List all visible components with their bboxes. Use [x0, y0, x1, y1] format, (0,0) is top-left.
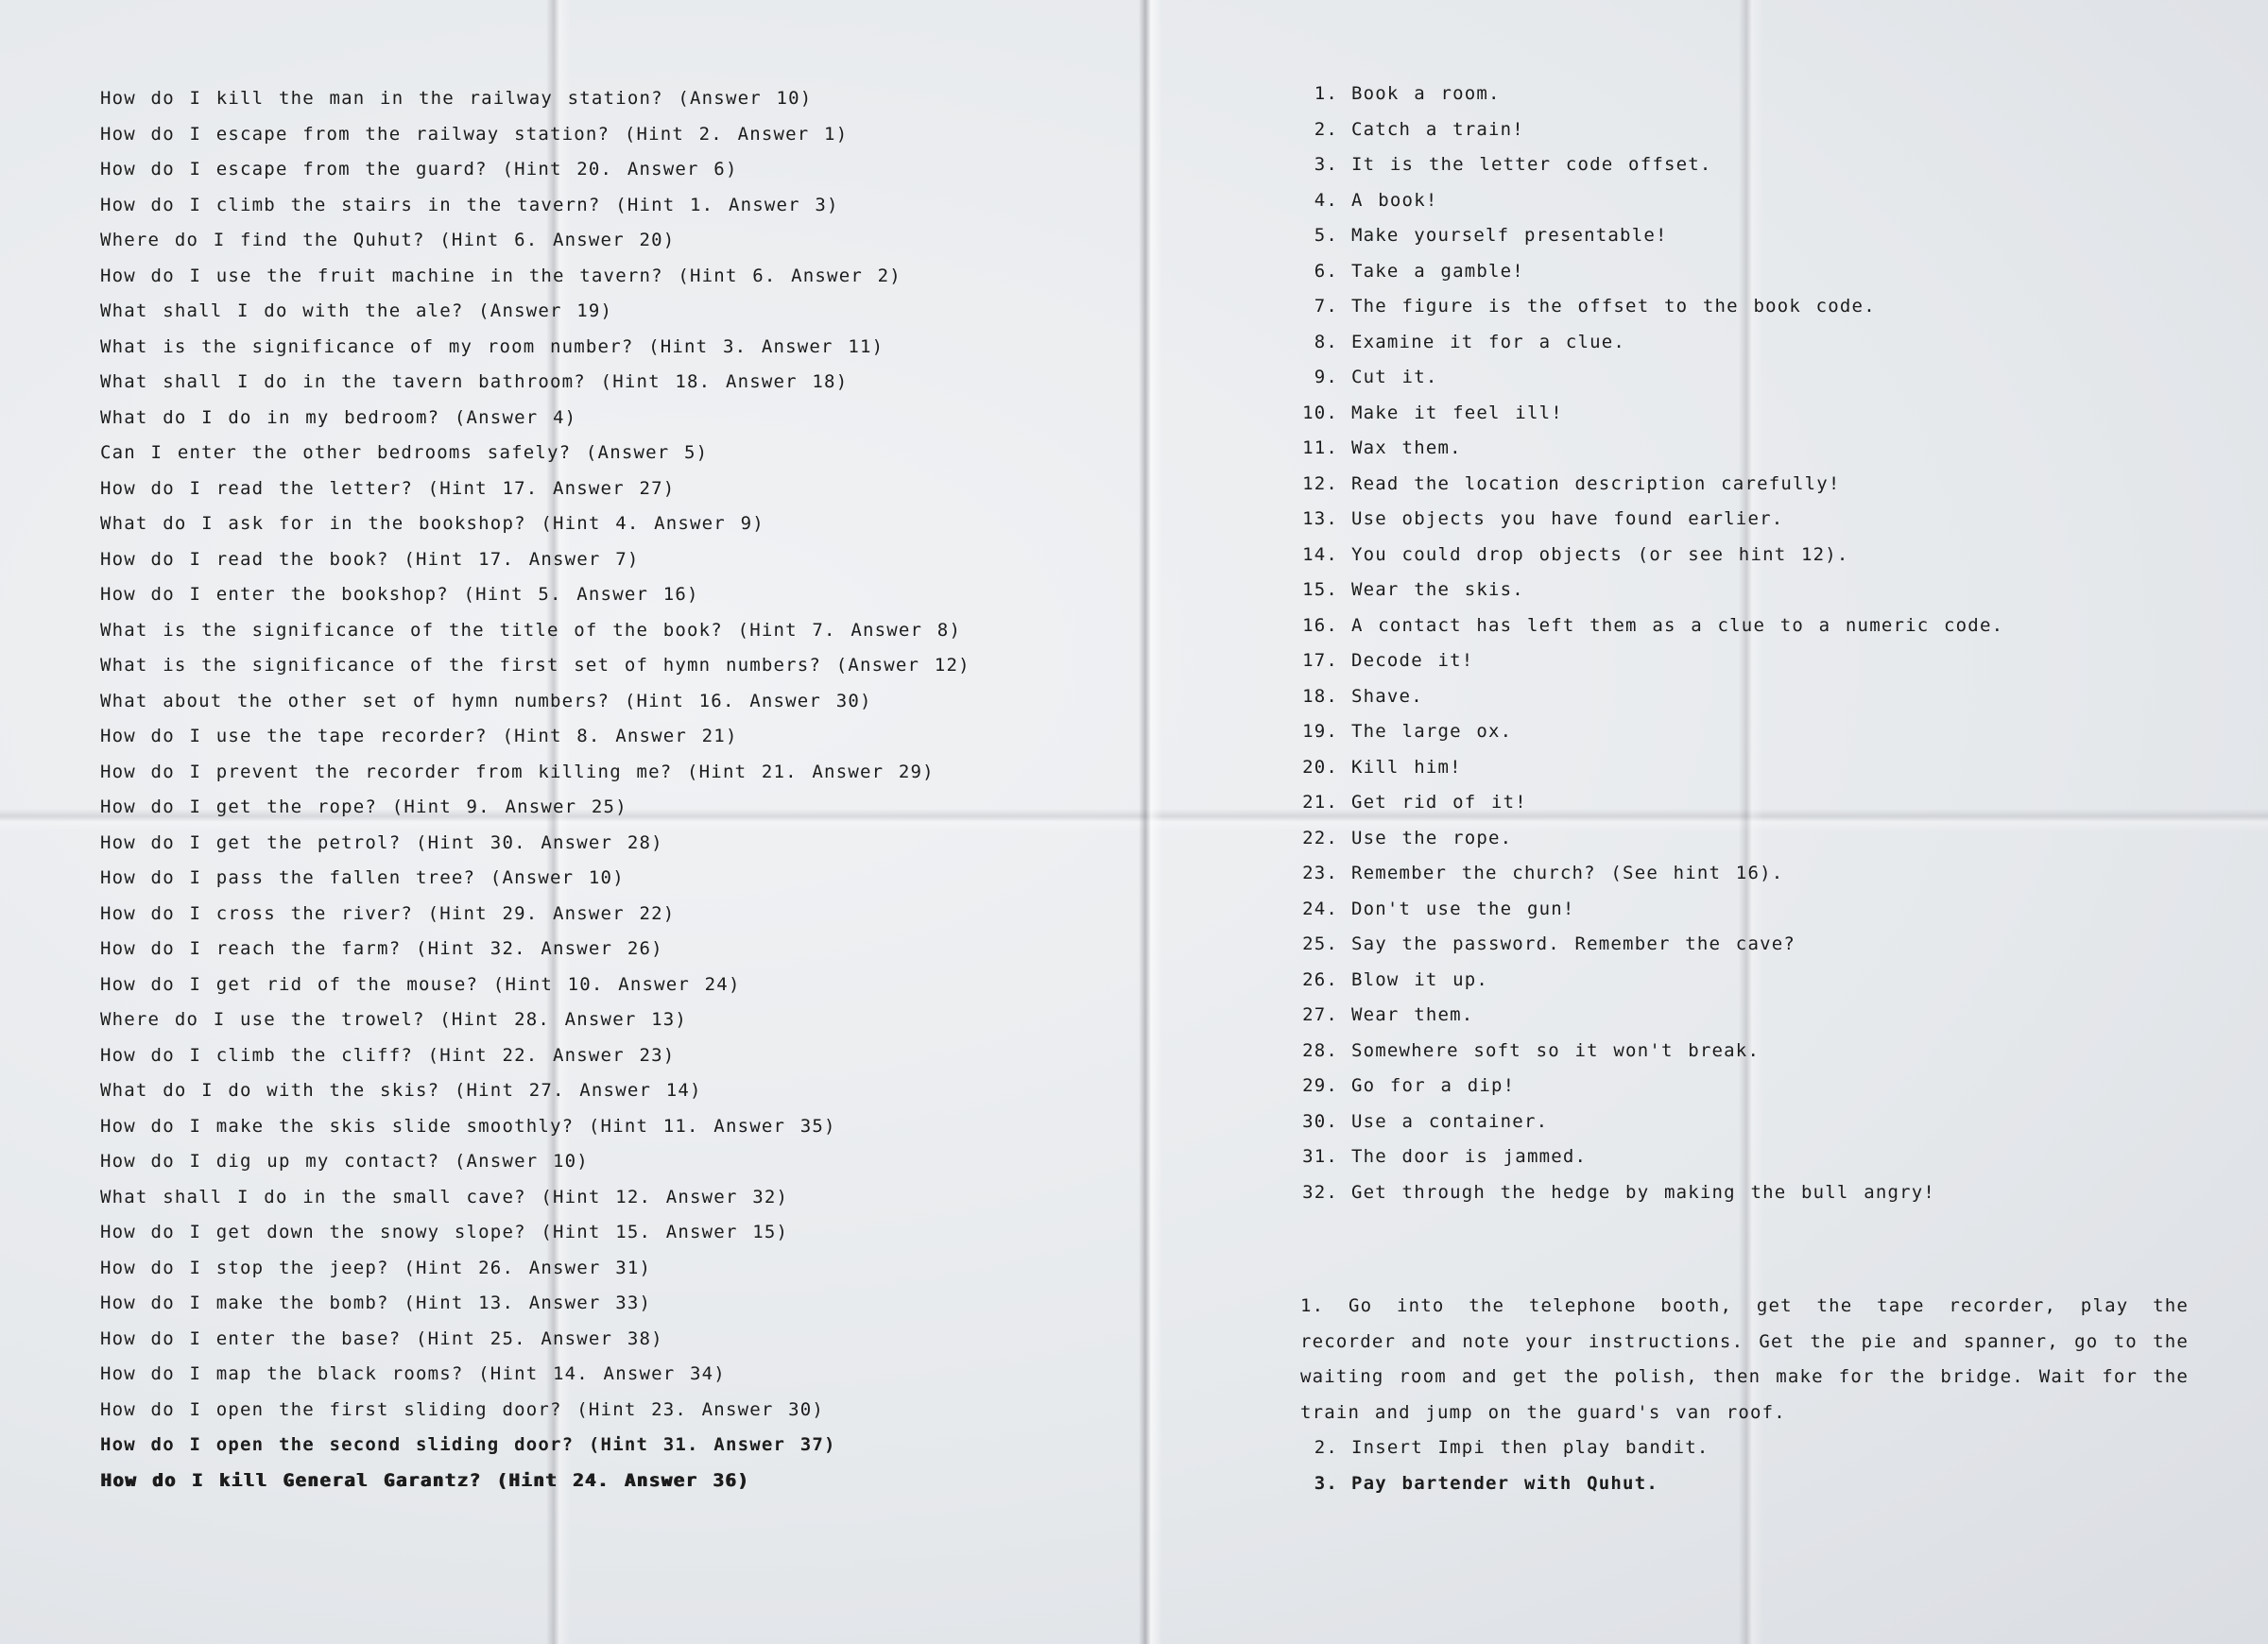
hint-text: Shave.	[1351, 685, 1423, 707]
question-line: How do I use the fruit machine in the tavern? (Hint 6. Answer 2)	[100, 265, 902, 286]
hint-line	[1300, 325, 2208, 361]
question-line: What shall I do in the tavern bathroom? (Hint 18. Answer 18)	[100, 371, 849, 392]
hint-line	[1300, 998, 2208, 1034]
hint-text: The large ox.	[1351, 721, 1513, 742]
question-line: How do I kill General Garantz? (Hint 24. Answer 36)	[100, 1469, 749, 1491]
question-line: What shall I do with the ale? (Answer 19)	[100, 300, 613, 321]
hint-line	[1300, 538, 2208, 574]
hint-number: 13.	[1302, 508, 1338, 529]
hint-text: Catch a train!	[1351, 118, 1524, 140]
hint-line	[1300, 254, 2208, 290]
hint-line	[1300, 785, 2208, 821]
hint-line	[1300, 1069, 2208, 1105]
question-line: What shall I do in the small cave? (Hint 12. Answer 32)	[100, 1186, 789, 1207]
hint-text: Wax them.	[1351, 437, 1462, 458]
hint-number: 8.	[1314, 331, 1338, 352]
hint-text: Make it feel ill!	[1351, 402, 1563, 423]
hint-line	[1300, 573, 2208, 608]
hint-number: 9.	[1314, 367, 1338, 387]
answer-line-3	[1300, 1466, 2208, 1502]
question-line: Can I enter the other bedrooms safely? (Answer 5)	[100, 442, 709, 463]
hint-number: 31.	[1302, 1146, 1338, 1167]
question-line: What about the other set of hymn numbers? (Hint 16. Answer 30)	[100, 690, 872, 711]
question-line: What is the significance of the title of the book? (Hint 7. Answer 8)	[100, 619, 962, 641]
question-line: How do I climb the stairs in the tavern? (Hint 1. Answer 3)	[100, 194, 839, 215]
answer-paragraph-1: 1. Go into the telephone booth, get the tape recorder, play the recorder and note your instructions. Get the pie and spanner, go to the waiting room and get the polish, then make for the bridge. Wait for the train and jump on the guard's van roof.	[1300, 1295, 2189, 1423]
hints-column	[1300, 77, 2208, 1501]
hint-number: 15.	[1302, 579, 1338, 600]
hint-text: Somewhere soft so it won't break.	[1351, 1039, 1761, 1061]
hint-number: 32.	[1302, 1181, 1338, 1203]
hint-number: 26.	[1302, 968, 1338, 990]
hint-line	[1300, 1034, 2208, 1070]
answer-number: 3.	[1314, 1472, 1338, 1494]
question-line: How do I escape from the railway station? (Hint 2. Answer 1)	[100, 123, 849, 145]
hint-number: 2.	[1314, 118, 1338, 140]
hint-line	[1300, 714, 2208, 750]
hint-text: Don't use the gun!	[1351, 898, 1575, 919]
question-line: How do I open the first sliding door? (Hint 23. Answer 30)	[100, 1398, 825, 1420]
hint-text: Book a room.	[1351, 83, 1501, 104]
question-line: How do I get the rope? (Hint 9. Answer 25)	[100, 796, 627, 817]
hint-line	[1300, 502, 2208, 538]
hint-text: Take a gamble!	[1351, 260, 1524, 282]
question-line: How do I map the black rooms? (Hint 14. Answer 34)	[100, 1363, 726, 1384]
hint-number: 29.	[1302, 1075, 1338, 1096]
hint-line	[1300, 112, 2208, 148]
hint-number: 14.	[1302, 543, 1338, 565]
question-line: How do I get down the snowy slope? (Hint 15. Answer 15)	[100, 1222, 789, 1242]
question-line: What do I ask for in the bookshop? (Hint 4. Answer 9)	[100, 513, 765, 534]
hint-text: Use a container.	[1351, 1110, 1549, 1132]
hint-text: Say the password. Remember the cave?	[1351, 933, 1796, 954]
question-line: How do I reach the farm? (Hint 32. Answer 26)	[100, 938, 663, 959]
question-line: How do I pass the fallen tree? (Answer 10)	[100, 867, 625, 888]
hint-text: Blow it up.	[1351, 968, 1489, 990]
hint-number: 25.	[1302, 933, 1338, 954]
hint-line	[1300, 750, 2208, 786]
hint-line	[1300, 431, 2208, 467]
hint-text: You could drop objects (or see hint 12).	[1351, 543, 1849, 565]
hint-text: Wear them.	[1351, 1004, 1474, 1025]
hint-line	[1300, 147, 2208, 183]
answer-text: Pay bartender with Quhut.	[1351, 1472, 1658, 1494]
question-line: How do I use the tape recorder? (Hint 8. Answer 21)	[100, 726, 738, 746]
questions-column	[100, 81, 1045, 1498]
question-line: How do I read the book? (Hint 17. Answer 7)	[100, 548, 640, 570]
question-line: How do I open the second sliding door? (Hint 31. Answer 37)	[100, 1434, 836, 1455]
hint-number: 4.	[1314, 189, 1338, 211]
hint-number: 19.	[1302, 721, 1338, 742]
hint-text: Cut it.	[1351, 367, 1438, 387]
hint-text: Use the rope.	[1351, 827, 1513, 848]
hint-number: 16.	[1302, 614, 1338, 636]
hint-text: Make yourself presentable!	[1351, 225, 1668, 246]
answer-number: 2.	[1314, 1437, 1338, 1458]
question-line: How do I kill the man in the railway station? (Answer 10)	[100, 88, 813, 109]
hint-line	[1300, 467, 2208, 503]
hint-number: 30.	[1302, 1110, 1338, 1132]
hint-number: 6.	[1314, 260, 1338, 282]
question-line: Where do I use the trowel? (Hint 28. Answer 13)	[100, 1009, 688, 1030]
hint-text: Read the location description carefully!	[1351, 472, 1841, 494]
hint-line	[1300, 77, 2208, 112]
hint-text: Decode it!	[1351, 650, 1474, 671]
question-line: What is the significance of the first set of hymn numbers? (Answer 12)	[100, 655, 971, 676]
hint-text: Examine it for a clue.	[1351, 331, 1626, 352]
hint-number: 7.	[1314, 296, 1338, 317]
hint-number: 18.	[1302, 685, 1338, 707]
hint-number: 27.	[1302, 1004, 1338, 1025]
hint-line	[1300, 963, 2208, 999]
hint-number: 28.	[1302, 1039, 1338, 1061]
hint-line	[1300, 679, 2208, 715]
answers-section	[1300, 1289, 2208, 1501]
hint-line	[1300, 821, 2208, 857]
hint-text: The figure is the offset to the book code.	[1351, 296, 1876, 317]
hint-text: A contact has left them as a clue to a numeric code.	[1351, 614, 2004, 636]
hint-line	[1300, 856, 2208, 892]
hint-number: 22.	[1302, 827, 1338, 848]
hint-line	[1300, 360, 2208, 396]
question-line: How do I dig up my contact? (Answer 10)	[100, 1151, 589, 1172]
hint-number: 11.	[1302, 437, 1338, 458]
hint-line	[1300, 289, 2208, 325]
question-line: How do I cross the river? (Hint 29. Answer 22)	[100, 902, 676, 924]
hint-text: Get rid of it!	[1351, 792, 1527, 813]
question-line: How do I read the letter? (Hint 17. Answer 27)	[100, 477, 676, 499]
hint-number: 5.	[1314, 225, 1338, 246]
hint-text: Wear the skis.	[1351, 579, 1524, 600]
question-line: What is the significance of my room number? (Hint 3. Answer 11)	[100, 335, 885, 357]
hint-line	[1300, 183, 2208, 219]
question-line: How do I climb the cliff? (Hint 22. Answer 23)	[100, 1044, 676, 1066]
hint-text: It is the letter code offset.	[1351, 154, 1712, 175]
question-line: How do I make the skis slide smoothly? (Hint 11. Answer 35)	[100, 1115, 836, 1137]
question-line: How do I prevent the recorder from killing me? (Hint 21. Answer 29)	[100, 761, 935, 782]
hint-line	[1300, 927, 2208, 963]
hint-text: Use objects you have found earlier.	[1351, 508, 1784, 529]
question-line: How do I escape from the guard? (Hint 20. Answer 6)	[100, 159, 738, 180]
hint-number: 24.	[1302, 898, 1338, 919]
hint-text: Get through the hedge by making the bull angry!	[1351, 1181, 1936, 1203]
question-line: How do I stop the jeep? (Hint 26. Answer 31)	[100, 1257, 652, 1278]
hint-text: The door is jammed.	[1351, 1146, 1588, 1167]
hint-number: 17.	[1302, 650, 1338, 671]
hint-line	[1300, 1175, 2208, 1211]
question-line: What do I do with the skis? (Hint 27. Answer 14)	[100, 1080, 702, 1101]
hint-number: 1.	[1314, 83, 1338, 104]
hint-number: 10.	[1302, 402, 1338, 423]
hint-number: 21.	[1302, 792, 1338, 813]
hint-number: 3.	[1314, 154, 1338, 175]
hint-number: 12.	[1302, 472, 1338, 494]
question-line: What do I do in my bedroom? (Answer 4)	[100, 406, 577, 428]
hint-line	[1300, 608, 2208, 644]
hint-number: 20.	[1302, 756, 1338, 778]
hint-text: Go for a dip!	[1351, 1075, 1516, 1096]
question-line: How do I make the bomb? (Hint 13. Answer 33)	[100, 1293, 652, 1313]
question-line: How do I get rid of the mouse? (Hint 10. Answer 24)	[100, 973, 741, 995]
hint-text: Remember the church? (See hint 16).	[1351, 863, 1784, 883]
question-line: How do I enter the base? (Hint 25. Answer 38)	[100, 1327, 663, 1349]
hint-text: Kill him!	[1351, 756, 1462, 778]
question-line: Where do I find the Quhut? (Hint 6. Answer 20)	[100, 230, 676, 250]
hint-line	[1300, 1139, 2208, 1175]
question-line: How do I get the petrol? (Hint 30. Answer 28)	[100, 831, 663, 853]
answer-text: Insert Impi then play bandit.	[1351, 1437, 1710, 1458]
answer-line-2	[1300, 1430, 2208, 1466]
hint-text: A book!	[1351, 189, 1438, 211]
hint-number: 23.	[1302, 863, 1338, 883]
hint-line	[1300, 396, 2208, 432]
question-line: How do I enter the bookshop? (Hint 5. Answer 16)	[100, 584, 699, 605]
hint-line	[1300, 643, 2208, 679]
hint-line	[1300, 892, 2208, 928]
hint-line	[1300, 218, 2208, 254]
hint-line	[1300, 1105, 2208, 1140]
